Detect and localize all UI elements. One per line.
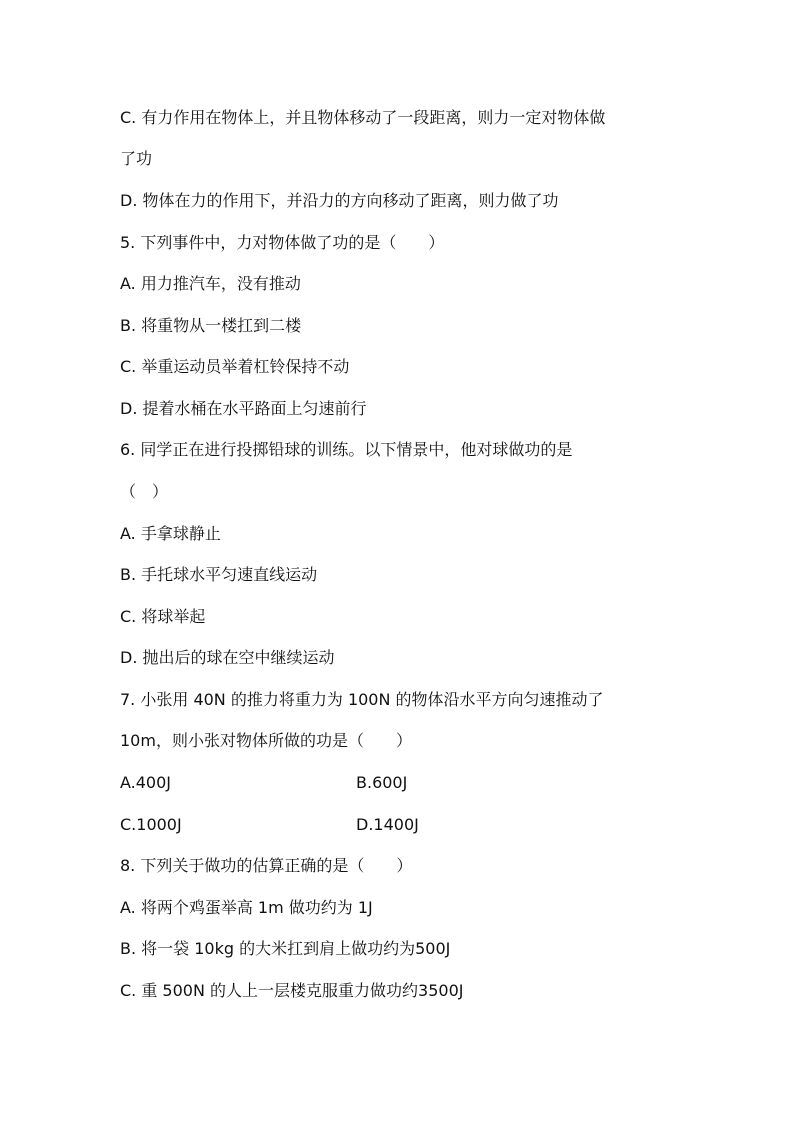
option-4d: D. 物体在力的作用下，并沿力的方向移动了距离，则力做了功 bbox=[120, 191, 559, 210]
option-4c-line1: C. 有力作用在物体上，并且物体移动了一段距离，则力一定对物体做 bbox=[120, 108, 606, 127]
option-5a: A. 用力推汽车，没有推动 bbox=[120, 274, 301, 293]
question-6-line1: 6. 同学正在进行投掷铅球的训练。以下情景中，他对球做功的是 bbox=[120, 440, 573, 459]
question-6-line2: （ ） bbox=[120, 482, 169, 501]
option-7d: D.1400J bbox=[356, 815, 419, 834]
question-7-line2: 10m，则小张对物体所做的功是（ ） bbox=[120, 731, 412, 750]
option-5d: D. 提着水桶在水平路面上匀速前行 bbox=[120, 399, 367, 418]
option-7a: A.400J bbox=[120, 773, 172, 792]
option-7c: C.1000J bbox=[120, 815, 182, 834]
option-8a: A. 将两个鸡蛋举高 1m 做功约为 1J bbox=[120, 898, 373, 917]
option-6b: B. 手托球水平匀速直线运动 bbox=[120, 565, 318, 584]
option-6d: D. 抛出后的球在空中继续运动 bbox=[120, 648, 335, 667]
option-8b: B. 将一袋 10kg 的大米扛到肩上做功约为500J bbox=[120, 939, 451, 958]
option-6a: A. 手拿球静止 bbox=[120, 524, 221, 543]
option-4c-line2: 了功 bbox=[120, 149, 153, 168]
option-5b: B. 将重物从一楼扛到二楼 bbox=[120, 316, 302, 335]
option-8c: C. 重 500N 的人上一层楼克服重力做功约3500J bbox=[120, 981, 464, 1000]
option-7b: B.600J bbox=[356, 773, 408, 792]
question-8: 8. 下列关于做功的估算正确的是（ ） bbox=[120, 856, 413, 875]
option-5c: C. 举重运动员举着杠铃保持不动 bbox=[120, 357, 350, 376]
question-5: 5. 下列事件中，力对物体做了功的是（ ） bbox=[120, 233, 445, 252]
option-6c: C. 将球举起 bbox=[120, 607, 206, 626]
question-7-line1: 7. 小张用 40N 的推力将重力为 100N 的物体沿水平方向匀速推动了 bbox=[120, 690, 604, 709]
